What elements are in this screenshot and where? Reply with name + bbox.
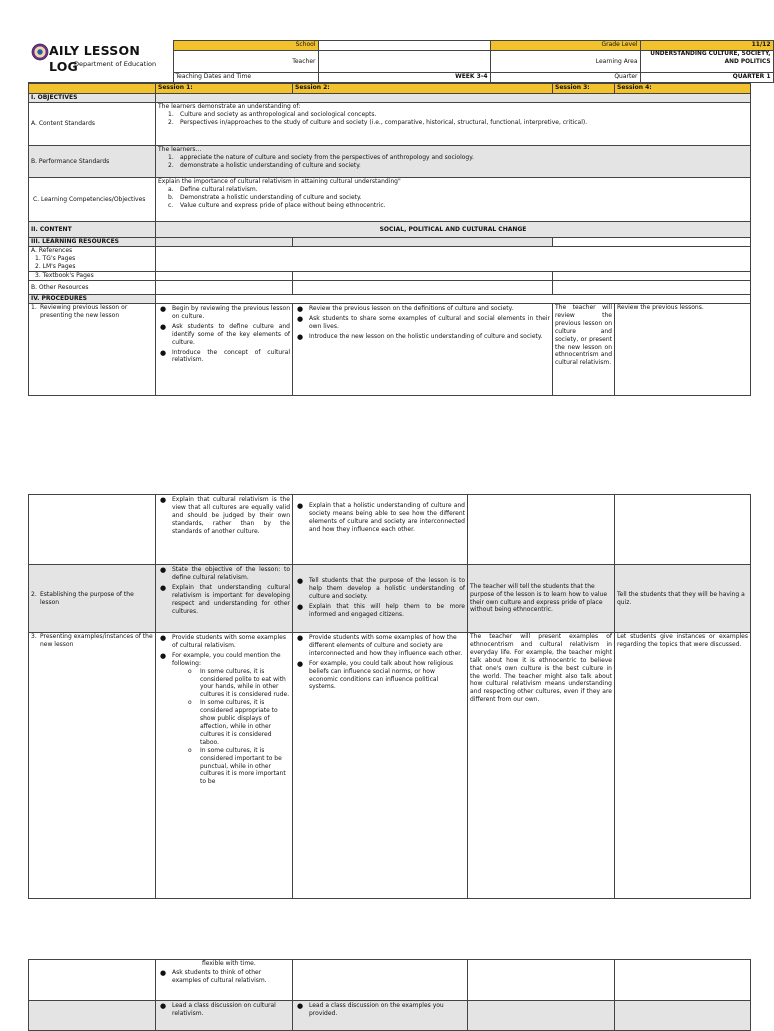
procedure-1-label: 1. Reviewing previous lesson or presenting the new lesson bbox=[29, 304, 156, 396]
procedure-2-session-1 bbox=[156, 565, 293, 633]
list-item: ● Provide students with some examples of cultural relativism. bbox=[158, 634, 290, 650]
list-item: ● Tell students that the purpose of the lesson is to help them develop a holistic understanding of culture and society. bbox=[295, 577, 465, 601]
page-3 bbox=[28, 959, 751, 1031]
procedures-table-continued bbox=[28, 494, 751, 899]
other-resources-label: B. Other Resources bbox=[29, 281, 156, 295]
list-item: ● Ask students to think of other examples of cultural relativism. bbox=[158, 969, 290, 985]
procedure-1-session-2 bbox=[293, 304, 553, 396]
procedure-1-session-2-continued bbox=[293, 495, 468, 565]
procedure-4-session-1 bbox=[156, 1001, 293, 1031]
procedures-table-continued-2 bbox=[28, 959, 751, 1031]
list-item: o In some cultures, it is considered appropriate to show public displays of affection, while in other cultures it is considered taboo. bbox=[188, 699, 290, 746]
session-3-header: Session 3: bbox=[553, 84, 615, 94]
procedure-1-session-3: The teacher will review the previous lesson on culture and society, or present the new lesson on ethnocentrism and cultural relativism. bbox=[553, 304, 615, 396]
list-item: ● Review the previous lesson on the definitions of culture and society. bbox=[295, 305, 550, 313]
list-item: o In some cultures, it is considered polite to eat with your hands, while in other cultures it is considered rude. bbox=[188, 668, 290, 700]
teacher-label: Teacher bbox=[173, 51, 318, 73]
content-standards-label: A. Content Standards bbox=[29, 103, 156, 146]
procedure-1-session-4: Review the previous lessons. bbox=[615, 304, 751, 396]
list-item: ● Provide students with some examples of how the different elements of culture and society are interconnected and how they influence each other. bbox=[295, 634, 465, 658]
list-item: ● Lead a class discussion on cultural relativism. bbox=[158, 1002, 290, 1018]
procedure-2-session-3: The teacher will tell the students that the purpose of the lesson is to learn how to value their own culture and express pride of place without being ethnocentric. bbox=[468, 565, 615, 633]
teaching-dates-label: Teaching Dates and Time bbox=[173, 73, 318, 83]
procedure-4-session-2 bbox=[293, 1001, 468, 1031]
content-standards-text: The learners demonstrate an understanding of: 1. Culture and society as anthropological and sociological concepts. 2. Perspectives in/approaches to the study of culture and society (i.e., comparative, historical, structural, functional, interpretive, critical). bbox=[156, 103, 751, 146]
list-item: ● Explain that cultural relativism is the view that all cultures are equally valid and should be judged by their own standards, rather than by the standards of another culture. bbox=[158, 496, 290, 536]
document-title: AILY LESSON LOG bbox=[49, 42, 140, 74]
content-heading: II. CONTENT bbox=[29, 222, 156, 238]
grade-level-value: 11/12 bbox=[640, 41, 773, 51]
list-item: ● Introduce the new lesson on the holistic understanding of culture and society. bbox=[295, 333, 550, 341]
quarter-value: QUARTER 1 bbox=[640, 73, 773, 83]
procedure-1-session-1 bbox=[156, 304, 293, 396]
list-item: ● For example, you could talk about how religious beliefs can influence social norms, or how economic conditions can influence political systems. bbox=[295, 660, 465, 692]
teacher-value bbox=[318, 51, 490, 73]
list-item: ● Begin by reviewing the previous lesson on culture. bbox=[158, 305, 290, 321]
list-item: ● Ask students to share some examples of cultural and social elements in their own lives. bbox=[295, 315, 550, 331]
page-1 bbox=[28, 40, 774, 396]
references-label: A. References 1. TG's Pages 2. LM's Pages bbox=[29, 247, 156, 272]
content-value: SOCIAL, POLITICAL AND CULTURAL CHANGE bbox=[156, 222, 751, 238]
learning-resources-heading: III. LEARNING RESOURCES bbox=[29, 238, 156, 247]
textbook-pages-label: 3. Textbook's Pages bbox=[29, 272, 156, 281]
procedure-3-session-1-continued: flexible with time. ● Ask students to think of other examples of cultural relativism. bbox=[156, 960, 293, 1001]
learning-competencies-label: C. Learning Competencies/Objectives bbox=[29, 178, 156, 222]
session-4-header: Session 4: bbox=[615, 84, 751, 94]
procedure-4-label bbox=[29, 1001, 156, 1031]
list-item: o In some cultures, it is considered important to be punctual, while in other cultures it is more important to be bbox=[188, 747, 290, 787]
learning-competencies-text: Explain the importance of cultural relativism in attaining cultural understanding" a. Define cultural relativism. b. Demonstrate a holistic understanding of culture and society. c. Value culture and express pride of place without being ethnocentric. bbox=[156, 178, 751, 222]
objectives-heading: I. OBJECTIVES bbox=[29, 94, 156, 103]
quarter-label: Quarter bbox=[490, 73, 640, 83]
procedure-2-session-4: Tell the students that they will be having a quiz. bbox=[615, 565, 751, 633]
department-name: Department of Education bbox=[74, 59, 157, 68]
school-label: School bbox=[173, 41, 318, 51]
procedure-3-session-2 bbox=[293, 633, 468, 899]
procedure-3-session-4: Let students give instances or examples regarding the topics that were discussed. bbox=[615, 633, 751, 899]
procedure-3-session-1 bbox=[156, 633, 293, 899]
learning-area-value: UNDERSTANDING CULTURE, SOCIETY, AND POLITICS bbox=[640, 51, 773, 73]
list-item: ● Lead a class discussion on the examples you provided. bbox=[295, 1002, 465, 1018]
procedure-3-label: 3. Presenting examples/instances of the new lesson bbox=[29, 633, 156, 899]
procedures-heading: IV. PROCEDURES bbox=[29, 295, 156, 304]
session-2-header: Session 2: bbox=[293, 84, 553, 94]
procedure-3-session-3: The teacher will present examples of ethnocentrism and cultural relativism in everyday life. For example, the teacher might talk about how it is ethnocentric to believe that one's own culture is the best culture in the world. The teacher might also talk about how cultural relativism means understanding and respecting other cultures, even if they are different from our own. bbox=[468, 633, 615, 899]
performance-standards-text: The learners… 1. appreciate the nature of culture and society from the perspectives of anthropology and sociology. 2. demonstrate a holistic understanding of culture and society. bbox=[156, 146, 751, 178]
performance-standards-label: B. Performance Standards bbox=[29, 146, 156, 178]
header-branding bbox=[28, 41, 173, 83]
list-item: ● For example, you could mention the following: o In some cultures, it is considered polite to eat with your hands, while in other cultures it is considered rude. o In some cultures, it is considered appropriate to show public displays of affection, while in other cultures it is considered taboo. o In some cultures, it is considered important to be punctual, while in other cultures it is more important to be bbox=[158, 652, 290, 786]
school-value bbox=[318, 41, 490, 51]
teaching-dates-value: WEEK 3-4 bbox=[318, 73, 490, 83]
list-item: ● State the objective of the lesson: to define cultural relativism. bbox=[158, 566, 290, 582]
grade-level-label: Grade Level bbox=[490, 41, 640, 51]
list-item: ● Explain that understanding cultural relativism is important for developing respect and understanding for other cultures. bbox=[158, 584, 290, 616]
session-1-header: Session 1: bbox=[156, 84, 293, 94]
list-item: ● Explain that this will help them to be more informed and engaged citizens. bbox=[295, 603, 465, 619]
list-item: ● Introduce the concept of cultural relativism. bbox=[158, 349, 290, 365]
page-2 bbox=[28, 494, 751, 899]
learning-area-label: Learning Area bbox=[490, 51, 640, 73]
procedure-1-session-1-continued bbox=[156, 495, 293, 565]
list-item: ● Explain that a holistic understanding of culture and society means being able to see how the different elements of culture and society are interconnected and how they influence each other. bbox=[295, 502, 465, 534]
session-header-blank bbox=[29, 84, 156, 94]
list-item: ● Ask students to define culture and identify some of the key elements of culture. bbox=[158, 323, 290, 347]
deped-seal-icon bbox=[31, 43, 49, 61]
lesson-log-body-table bbox=[28, 83, 751, 396]
procedure-2-session-2 bbox=[293, 565, 468, 633]
lesson-log-header-table bbox=[28, 40, 774, 83]
procedure-2-label: 2. Establishing the purpose of the lesson bbox=[29, 565, 156, 633]
